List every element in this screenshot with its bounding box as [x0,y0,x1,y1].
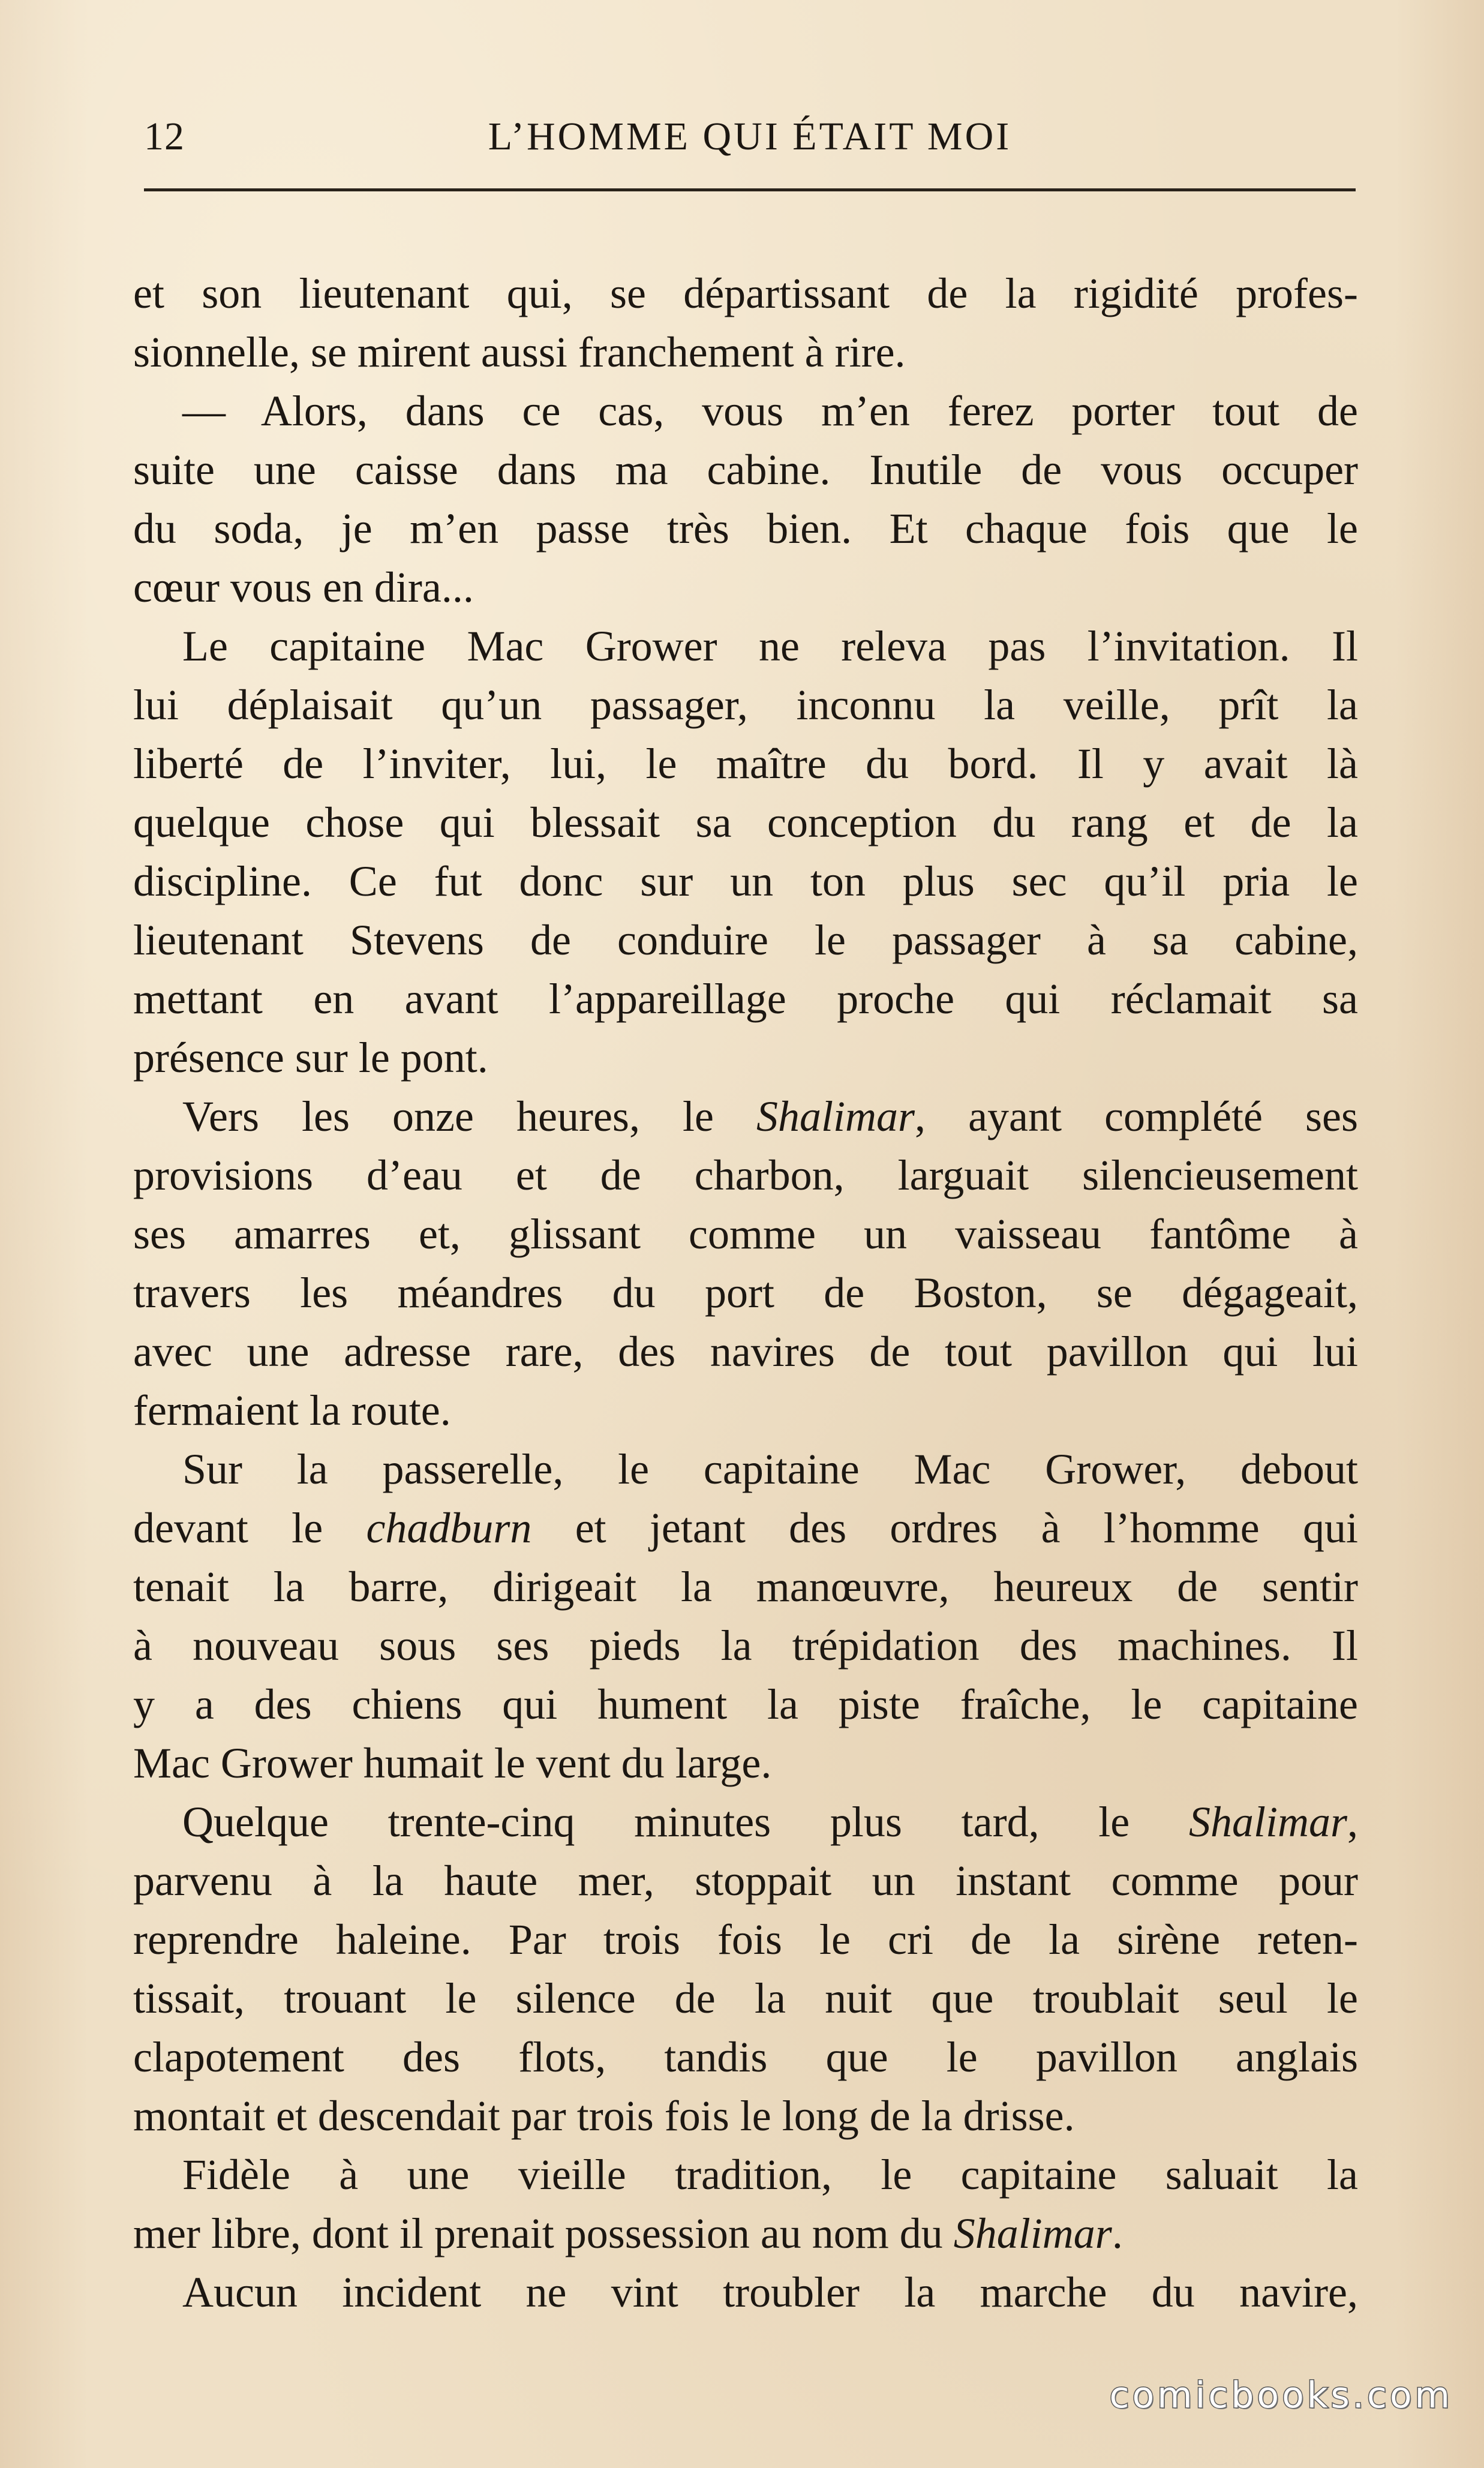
text-line: Le capitaine Mac Grower ne releva pas l’invitation. Il [182,622,1358,670]
text-line: du soda, je m’en passe très bien. Et chaque fois que le [133,505,1358,553]
text-line: Sur la passerelle, le capitaine Mac Grower, debout [182,1445,1358,1493]
ship-name: Shalimar [1188,1798,1347,1846]
text-segment: . [1112,2209,1123,2257]
text-line: travers les méandres du port de Boston, se dégageait, [133,1269,1358,1317]
text-line: Fidèle à une vieille tradition, le capitaine saluait la [182,2151,1358,2199]
ship-name: Shalimar [953,2209,1112,2257]
text-line: clapotement des flots, tandis que le pavillon anglais [133,2033,1358,2081]
text-line: discipline. Ce fut donc sur un ton plus sec qu’il pria le [133,857,1358,905]
ship-name: Shalimar [756,1092,915,1140]
text-line: montait et descendait par trois fois le long de la drisse. [133,2092,1075,2140]
text-line [133,1499,1358,1557]
text-line: mettant en avant l’appareillage proche qui réclamait sa [133,975,1358,1023]
text-line: suite une caisse dans ma cabine. Inutile de vous occuper [133,446,1358,494]
text-segment: mer libre, dont il prenait possession au nom du [133,2209,943,2257]
text-line: sionnelle, se mirent aussi franchement à rire. [133,328,906,376]
text-line: Mac Grower humait le vent du large. [133,1739,772,1787]
text-line: liberté de l’inviter, lui, le maître du bord. Il y avait là [133,740,1358,788]
text-line: Aucun incident ne vint troubler la marche du navire, [182,2268,1358,2316]
text-line: cœur vous en dira... [133,563,474,611]
text-line: fermaient la route. [133,1386,451,1434]
text-line: tissait, trouant le silence de la nuit que troublait seul le [133,1974,1358,2022]
text-line [133,2204,1358,2263]
text-line: avec une adresse rare, des navires de tout pavillon qui lui [133,1328,1358,1376]
text-segment: Quelque trente-cinq minutes plus tard, le [182,1798,1130,1846]
text-line: et son lieutenant qui, se départissant de la rigidité profes- [133,269,1358,317]
text-line: lui déplaisait qu’un passager, inconnu la veille, prît la [133,681,1358,729]
text-segment: devant le [133,1504,323,1552]
text-segment: Vers les onze heures, le [182,1092,714,1140]
text-segment: , [1347,1798,1358,1846]
text-line: — Alors, dans ce cas, vous m’en ferez porter tout de [182,387,1358,435]
text-line: tenait la barre, dirigeait la manœuvre, heureux de sentir [133,1563,1358,1611]
text-line: ses amarres et, glissant comme un vaisseau fantôme à [133,1210,1358,1258]
text-line: y a des chiens qui hument la piste fraîche, le capitaine [133,1680,1358,1728]
page-number: 12 [144,115,185,158]
text-line [133,1087,1358,1146]
running-head [144,108,1356,174]
watermark: comicbooks.com [1109,2374,1453,2416]
text-line [133,1793,1358,1851]
chadburn-term: chadburn [366,1504,532,1552]
text-line: présence sur le pont. [133,1034,488,1082]
header-rule [144,188,1356,191]
text-line: lieutenant Stevens de conduire le passager à sa cabine, [133,916,1358,964]
text-line: à nouveau sous ses pieds la trépidation des machines. Il [133,1622,1358,1670]
body-text [133,264,1358,2322]
text-segment: , ayant complété ses [915,1092,1359,1140]
text-line: reprendre haleine. Par trois fois le cri de la sirène reten- [133,1915,1358,1963]
text-segment: et jetant des ordres à l’homme qui [575,1504,1359,1552]
running-title: L’HOMME QUI ÉTAIT MOI [488,115,1012,158]
text-line: provisions d’eau et de charbon, larguait silencieusement [133,1151,1358,1199]
text-line: parvenu à la haute mer, stoppait un instant comme pour [133,1857,1358,1905]
text-line: quelque chose qui blessait sa conception du rang et de la [133,798,1358,846]
